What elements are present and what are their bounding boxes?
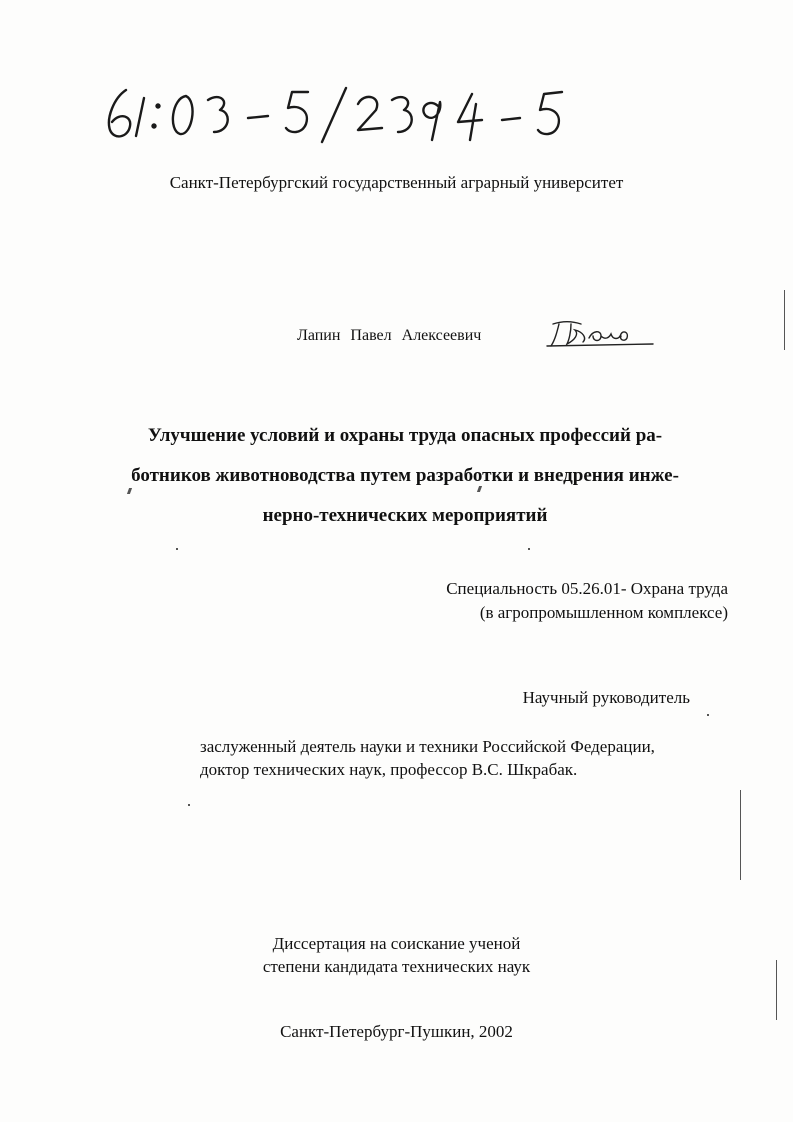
specialty-block	[330, 577, 728, 625]
advisor-line-1: заслуженный деятель науки и техники Российской Федерации,	[200, 737, 655, 756]
advisor-block	[200, 735, 655, 781]
specialty-line-2: (в агропромышленном комплексе)	[479, 603, 728, 622]
dissertation-degree-block	[0, 932, 793, 978]
scan-artifact-line	[784, 290, 785, 350]
university-name: Санкт-Петербургский государственный аграрный университет	[169, 173, 624, 192]
author-name-row	[297, 327, 481, 345]
handwritten-number-drawing	[96, 78, 566, 148]
title-line-2: ботников животноводства путем разработки и внедрения инже-	[131, 465, 679, 486]
city-year: Санкт-Петербург-Пушкин, 2002	[280, 1022, 513, 1041]
dissertation-line-2: степени кандидата технических наук	[262, 957, 531, 976]
advisor-label: Научный руководитель	[522, 688, 690, 707]
scan-artifact-dot	[707, 714, 709, 716]
handwritten-archive-number	[96, 78, 566, 148]
scan-artifact-dot	[528, 548, 530, 550]
scan-artifact-dot	[176, 548, 178, 550]
author-signature	[545, 316, 655, 350]
title-line-3: нерно-технических мероприятий	[262, 505, 548, 526]
dissertation-line-1: Диссертация на соискание ученой	[272, 934, 521, 953]
scan-artifact-line	[776, 960, 777, 1020]
title-line-1: Улучшение условий и охраны труда опасных профессий ра-	[147, 425, 663, 446]
advisor-line-2: доктор технических наук, профессор В.С. Шкрабак.	[200, 760, 578, 779]
specialty-line-1: Специальность 05.26.01- Охрана труда	[446, 579, 728, 598]
author-name: Лапин Павел Алексеевич	[297, 327, 482, 344]
scan-artifact-dot	[188, 804, 190, 806]
dissertation-title	[95, 416, 715, 536]
scan-artifact-line	[740, 790, 741, 880]
